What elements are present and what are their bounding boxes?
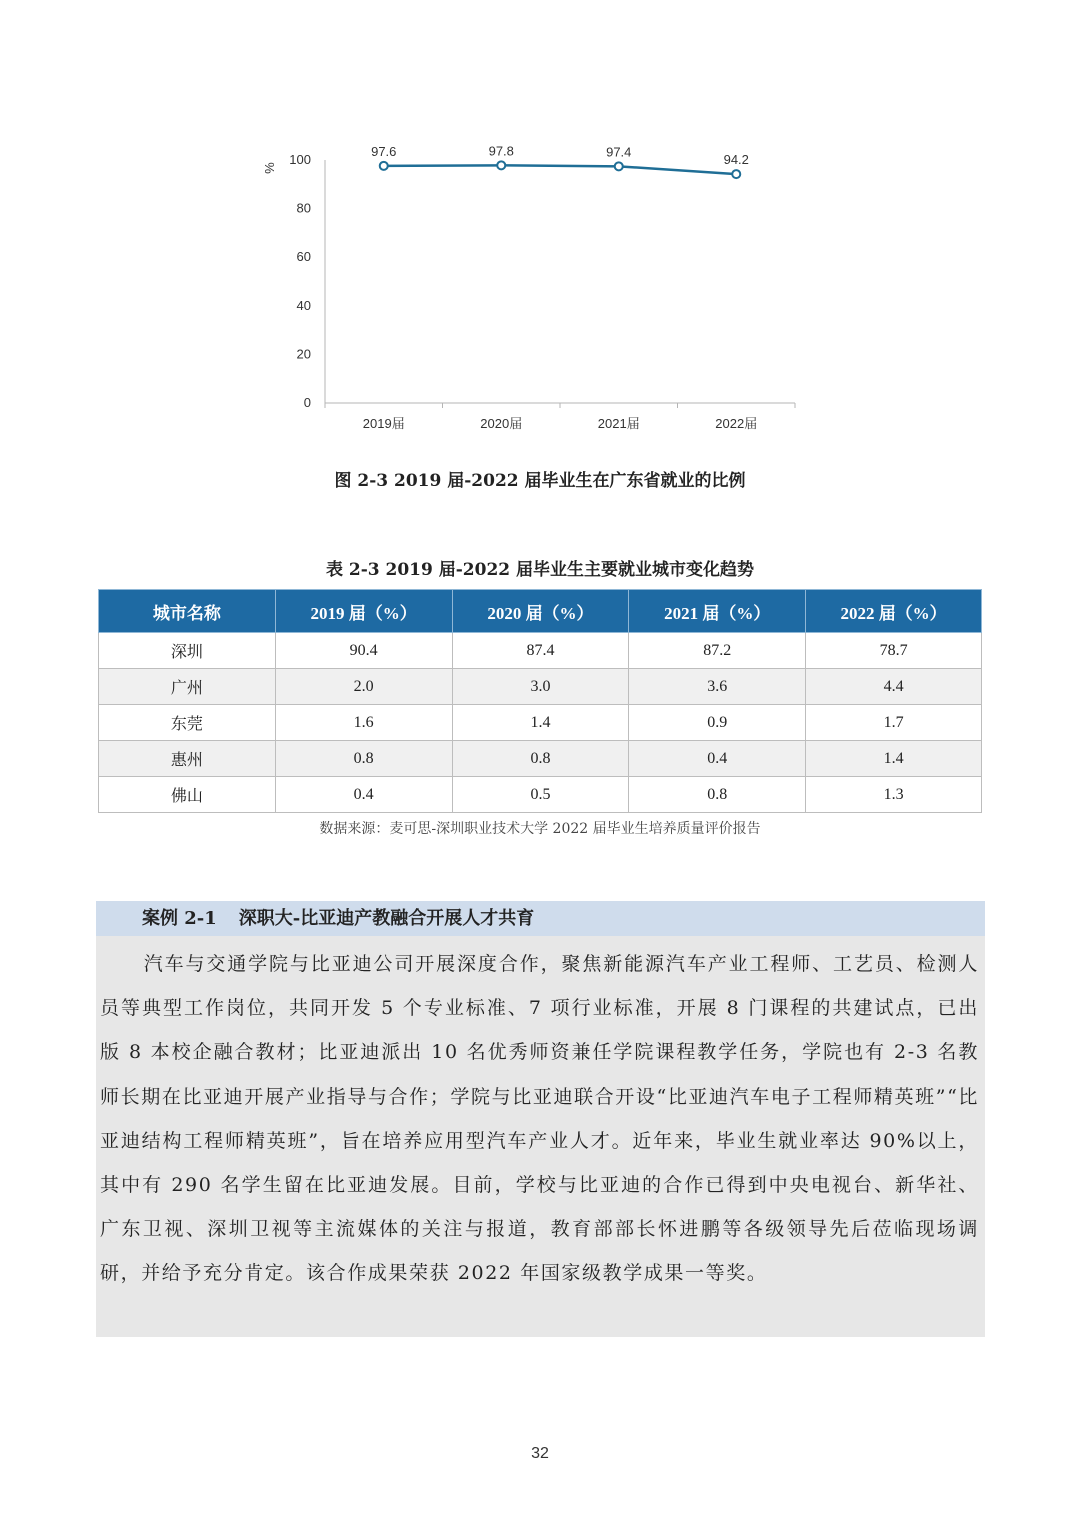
table-cell: 4.4 bbox=[806, 669, 982, 705]
table-cell: 87.2 bbox=[629, 633, 806, 669]
x-tick-label: 2022届 bbox=[715, 416, 758, 431]
header-2021: 2021 届（%） bbox=[629, 590, 806, 633]
case-title: 深职大-比亚迪产教融合开展人才共育 bbox=[238, 908, 535, 929]
header-city: 城市名称 bbox=[99, 590, 276, 633]
table-cell: 0.8 bbox=[452, 741, 629, 777]
case-body-text: 汽车与交通学院与比亚迪公司开展深度合作，聚焦新能源汽车产业工程师、工艺员、检测人员等典型工作岗位，共同开发 5 个专业标准、7 项行业标准，开展 8 门课程的共建试点，已出版 8 本校企融合教材；比亚迪派出 10 名优秀师资兼任学院课程教学任务，学院也有 2-3 名教师长期在比亚迪开展产业指导与合作；学院与比亚迪联合开设“比亚迪汽车电子工程师精英班”“比亚迪结构工程师精英班”，旨在培养应用型汽车产业人才。近年来，毕业生就业率达 90%以上，其中有 290 名学生留在比亚迪发展。目前，学校与比亚迪的合作已得到中央电视台、新华社、广东卫视、深圳卫视等主流媒体的关注与报道，教育部部长怀进鹏等各级领导先后莅临现场调研，并给予充分肯定。该合作成果荣获 2022 年国家级教学成果一等奖。 bbox=[100, 953, 979, 1285]
x-ticks bbox=[325, 403, 795, 431]
table-row bbox=[99, 777, 982, 813]
data-point bbox=[615, 162, 623, 170]
header-2022: 2022 届（%） bbox=[806, 590, 982, 633]
data-label: 94.2 bbox=[723, 152, 749, 168]
line-chart bbox=[240, 130, 820, 440]
series-line bbox=[371, 143, 749, 178]
table-cell: 广州 bbox=[99, 669, 276, 705]
table-row bbox=[99, 705, 982, 741]
y-tick-label: 80 bbox=[296, 200, 311, 216]
table-header-row bbox=[99, 590, 982, 633]
employment-city-table bbox=[98, 589, 982, 813]
table-cell: 深圳 bbox=[99, 633, 276, 669]
data-label: 97.4 bbox=[606, 144, 632, 160]
header-2020: 2020 届（%） bbox=[452, 590, 629, 633]
table-cell: 3.0 bbox=[452, 669, 629, 705]
table-cell: 1.4 bbox=[806, 741, 982, 777]
table-row bbox=[99, 741, 982, 777]
table-caption: 表 2-3 2019 届-2022 届毕业生主要就业城市变化趋势 bbox=[325, 560, 755, 580]
table-cell: 3.6 bbox=[629, 669, 806, 705]
y-tick-label: 60 bbox=[296, 249, 311, 265]
header-2019: 2019 届（%） bbox=[275, 590, 452, 633]
table-cell: 1.7 bbox=[806, 705, 982, 741]
table-cell: 87.4 bbox=[452, 633, 629, 669]
table-cell: 东莞 bbox=[99, 705, 276, 741]
data-point bbox=[732, 170, 740, 178]
table-cell: 0.4 bbox=[629, 741, 806, 777]
y-tick-label: 0 bbox=[303, 395, 311, 410]
table-cell: 0.9 bbox=[629, 705, 806, 741]
table-cell: 佛山 bbox=[99, 777, 276, 813]
data-point bbox=[380, 162, 388, 170]
series-line-path bbox=[384, 165, 737, 174]
y-tick-label: 40 bbox=[296, 297, 311, 313]
y-tick-label: 100 bbox=[289, 152, 311, 167]
table-row bbox=[99, 633, 982, 669]
table-cell: 0.8 bbox=[275, 741, 452, 777]
case-header bbox=[96, 901, 985, 936]
table-cell: 1.6 bbox=[275, 705, 452, 741]
table-cell: 78.7 bbox=[806, 633, 982, 669]
table-cell: 0.4 bbox=[275, 777, 452, 813]
table-cell: 1.3 bbox=[806, 777, 982, 813]
case-study-box bbox=[96, 901, 985, 1337]
x-tick-label: 2019届 bbox=[362, 416, 405, 431]
figure-caption: 图 2-3 2019 届-2022 届毕业生在广东省就业的比例 bbox=[334, 471, 746, 491]
table-cell: 惠州 bbox=[99, 741, 276, 777]
y-ticks bbox=[289, 152, 311, 410]
y-tick-label: 20 bbox=[296, 346, 311, 362]
table-cell: 0.5 bbox=[452, 777, 629, 813]
data-label: 97.8 bbox=[488, 143, 514, 159]
y-axis-label: % bbox=[262, 162, 277, 174]
table-cell: 1.4 bbox=[452, 705, 629, 741]
data-label: 97.6 bbox=[371, 143, 397, 159]
table-cell: 0.8 bbox=[629, 777, 806, 813]
x-tick-label: 2021届 bbox=[597, 416, 640, 431]
page-number: 32 bbox=[531, 1445, 549, 1462]
x-tick-label: 2020届 bbox=[480, 416, 523, 431]
data-source-note: 数据来源：麦可思-深圳职业技术大学 2022 届毕业生培养质量评价报告 bbox=[319, 821, 761, 837]
table-row bbox=[99, 669, 982, 705]
case-number: 案例 2-1 bbox=[142, 908, 217, 929]
data-point bbox=[497, 161, 505, 169]
table-cell: 2.0 bbox=[275, 669, 452, 705]
table-cell: 90.4 bbox=[275, 633, 452, 669]
